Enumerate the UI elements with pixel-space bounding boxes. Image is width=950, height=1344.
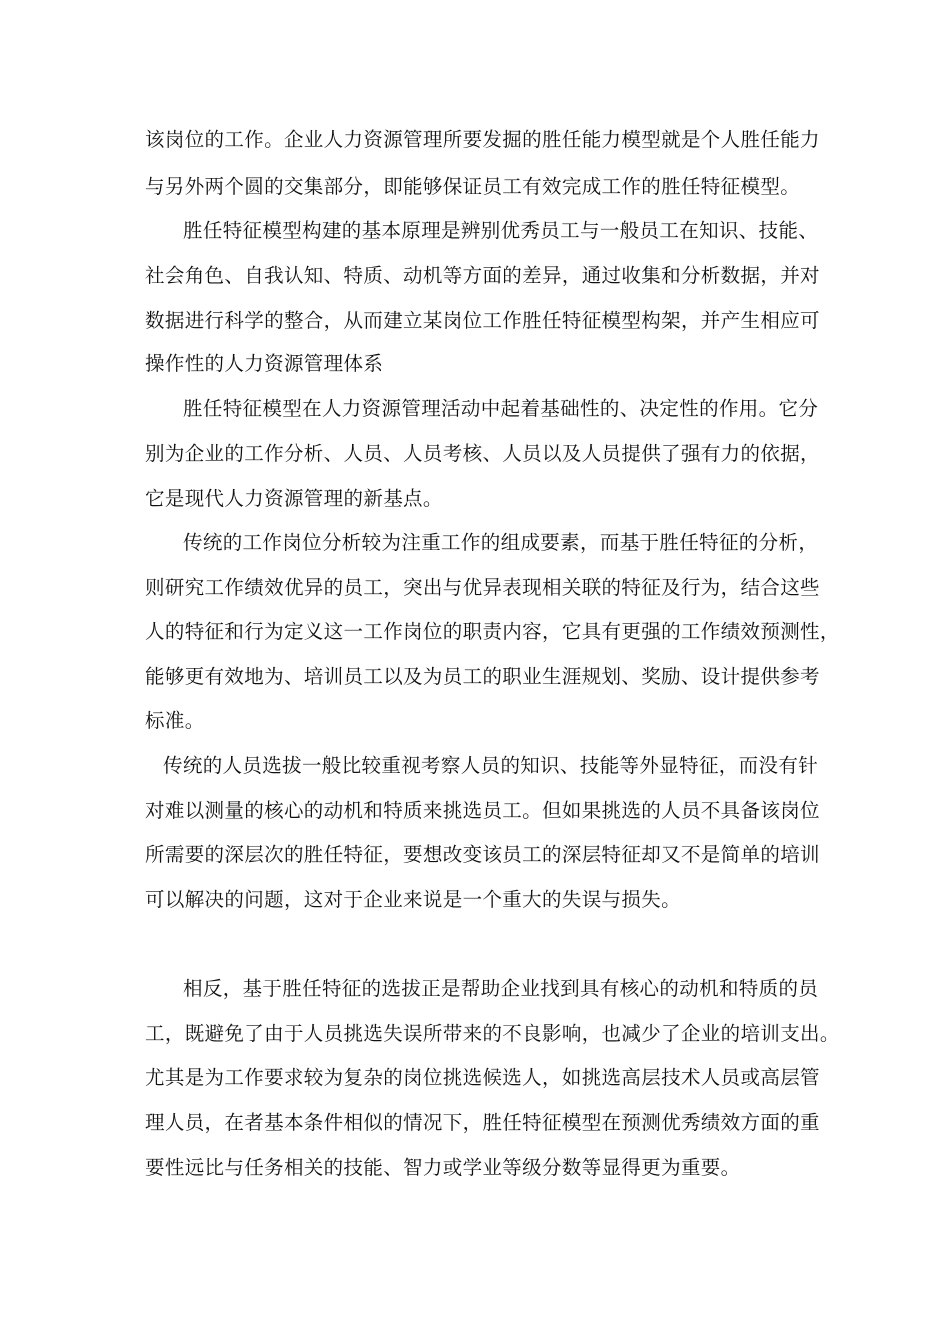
- paragraph-6-line-4: 理人员，在者基本条件相似的情况下，胜任特征模型在预测优秀绩效方面的重: [145, 1111, 820, 1134]
- paragraph-6-line-5: 要性远比与任务相关的技能、智力或学业等级分数等显得更为重要。: [145, 1156, 741, 1179]
- paragraph-4-line-3: 人的特征和行为定义这一工作岗位的职责内容，它具有更强的工作绩效预测性，: [145, 620, 840, 643]
- paragraph-3-line-2: 别为企业的工作分析、人员、人员考核、人员以及人员提供了强有力的依据，: [145, 442, 820, 465]
- paragraph-6-line-3: 尤其是为工作要求较为复杂的岗位挑选候选人，如挑选高层技术人员或高层管: [145, 1066, 820, 1089]
- paragraph-4-line-2: 则研究工作绩效优异的员工，突出与优异表现相关联的特征及行为，结合这些: [145, 576, 820, 599]
- paragraph-4-line-1: 传统的工作岗位分析较为注重工作的组成要素，而基于胜任特征的分析，: [183, 531, 819, 554]
- paragraph-6-line-2: 工，既避免了由于人员挑选失误所带来的不良影响，也减少了企业的培训支出。: [145, 1022, 840, 1045]
- paragraph-5-line-3: 所需要的深层次的胜任特征，要想改变该员工的深层特征却又不是简单的培训: [145, 843, 820, 866]
- paragraph-2-line-4: 操作性的人力资源管理体系: [145, 352, 384, 375]
- paragraph-5-line-4: 可以解决的问题，这对于企业来说是一个重大的失误与损失。: [145, 888, 681, 911]
- paragraph-2-line-2: 社会角色、自我认知、特质、动机等方面的差异，通过收集和分析数据，并对: [145, 264, 820, 287]
- paragraph-4-line-5: 标准。: [145, 709, 205, 732]
- paragraph-1-line-2: 与另外两个圆的交集部分，即能够保证员工有效完成工作的胜任特征模型。: [145, 175, 801, 198]
- paragraph-2-line-1: 胜任特征模型构建的基本原理是辨别优秀员工与一般员工在知识、技能、: [183, 219, 819, 242]
- paragraph-3-line-1: 胜任特征模型在人力资源管理活动中起着基础性的、决定性的作用。它分: [183, 397, 819, 420]
- paragraph-5-line-1: 传统的人员选拔一般比较重视考察人员的知识、技能等外显特征，而没有针: [163, 754, 819, 777]
- paragraph-5-line-2: 对难以测量的核心的动机和特质来挑选员工。但如果挑选的人员不具备该岗位: [145, 799, 820, 822]
- paragraph-2-line-3: 数据进行科学的整合，从而建立某岗位工作胜任特征模型构架，并产生相应可: [145, 309, 820, 332]
- paragraph-4-line-4: 能够更有效地为、培训员工以及为员工的职业生涯规划、奖励、设计提供参考: [145, 665, 820, 688]
- paragraph-6-line-1: 相反，基于胜任特征的选拔正是帮助企业找到具有核心的动机和特质的员: [183, 977, 819, 1000]
- paragraph-1-line-1: 该岗位的工作。企业人力资源管理所要发掘的胜任能力模型就是个人胜任能力: [145, 128, 820, 151]
- paragraph-3-line-3: 它是现代人力资源管理的新基点。: [145, 487, 443, 510]
